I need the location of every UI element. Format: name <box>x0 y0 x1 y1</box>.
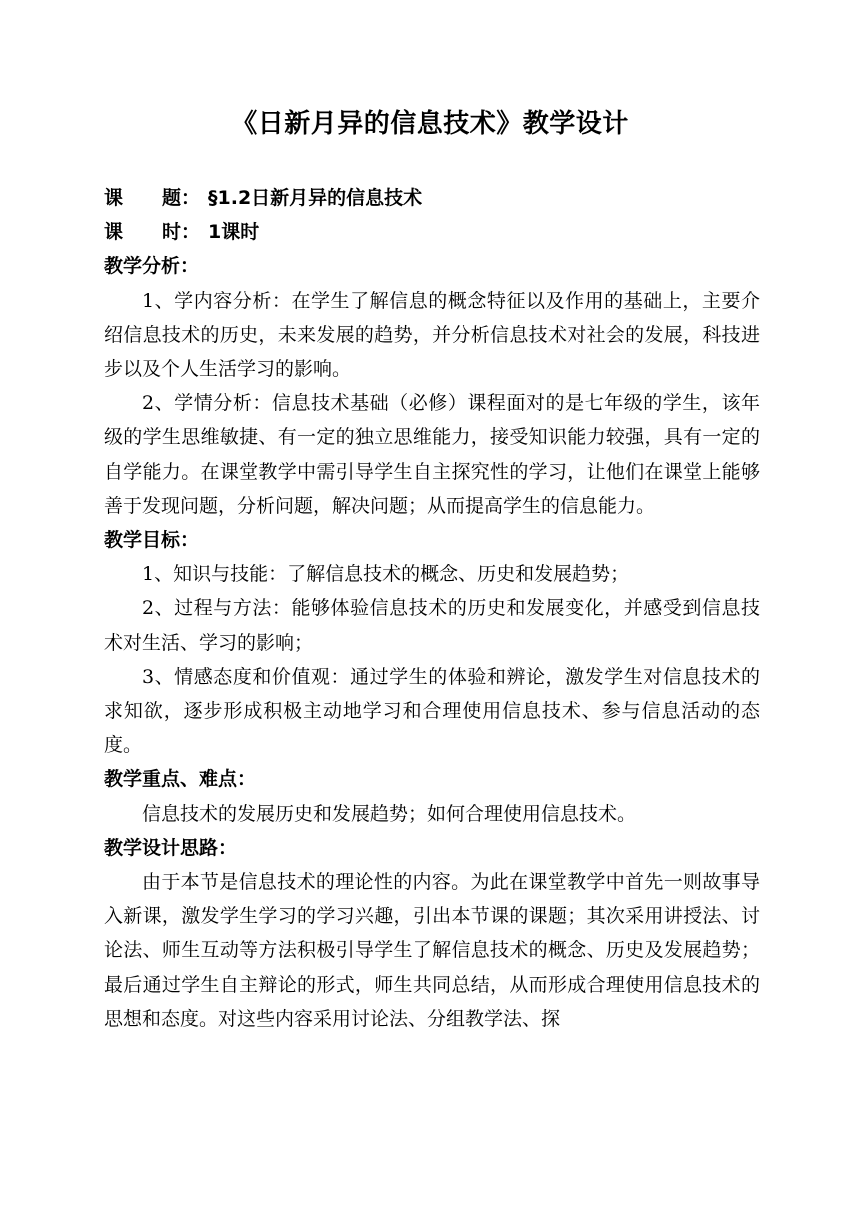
paragraph-objective-attitude: 3、情感态度和价值观：通过学生的体验和辨论，激发学生对信息技术的求知欲，逐步形成积极主动地学习和合理使用信息技术、参与信息活动的态度。 <box>104 665 760 757</box>
paragraph-learner-analysis: 2、学情分析：信息技术基础（必修）课程面对的是七年级的学生，该年级的学生思维敏捷、有一定的独立思维能力，接受知识能力较强，具有一定的自学能力。在课堂教学中需引导学生自主探究性的学习，让他们在课堂上能够善于发现问题，分析问题，解决问题；从而提高学生的信息能力。 <box>104 392 760 517</box>
document-title: 《日新月异的信息技术》教学设计 <box>231 109 629 139</box>
meta-duration <box>104 215 760 249</box>
section-heading-key-points: 教学重点、难点： <box>104 768 257 791</box>
paragraph-key-points: 信息技术的发展历史和发展趋势；如何合理使用信息技术。 <box>142 802 637 825</box>
meta-topic-key-b: 题： <box>162 187 201 209</box>
meta-topic <box>104 181 760 215</box>
meta-duration-key-b: 时： <box>162 221 201 244</box>
meta-topic-key-a: 课 <box>104 187 124 209</box>
paragraph-objective-process: 2、过程与方法：能够体验信息技术的历史和发展变化，并感受到信息技术对生活、学习的影响； <box>104 597 760 654</box>
paragraph-content-analysis: 1、学内容分析：在学生了解信息的概念特征以及作用的基础上，主要介绍信息技术的历史，未来发展的趋势，并分析信息技术对社会的发展，科技进步以及个人生活学习的影响。 <box>104 289 760 380</box>
paragraph-design-approach: 由于本节是信息技术的理论性的内容。为此在课堂教学中首先一则故事导入新课，激发学生学习的学习兴趣，引出本节课的课题；其次采用讲授法、讨论法、师生互动等方法积极引导学生了解信息技术的概念、历史及发展趋势；最后通过学生自主辩论的形式，师生共同总结，从而形成合理使用信息技术的思想和态度。对这些内容采用讨论法、分组教学法、探 <box>104 870 760 1030</box>
section-heading-objectives: 教学目标： <box>104 528 200 551</box>
document-body <box>104 181 760 1036</box>
section-heading-analysis: 教学分析： <box>104 255 200 278</box>
section-heading-design-approach: 教学设计思路： <box>104 836 238 859</box>
meta-topic-value: §1.2日新月异的信息技术 <box>208 187 423 209</box>
paragraph-objective-knowledge: 1、知识与技能：了解信息技术的概念、历史和发展趋势； <box>142 563 630 586</box>
meta-duration-value: 1课时 <box>208 221 260 244</box>
meta-duration-key-a: 课 <box>104 221 124 244</box>
